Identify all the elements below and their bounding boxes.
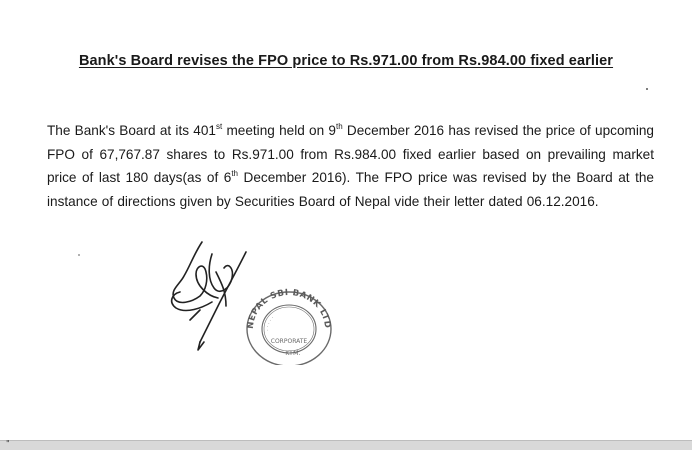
paragraph-part-1: The Bank's Board at its 401 bbox=[47, 123, 216, 138]
superscript-th-1: th bbox=[335, 122, 343, 131]
scan-speck bbox=[78, 254, 80, 256]
superscript-st: st bbox=[215, 122, 223, 131]
scan-speck bbox=[646, 88, 648, 90]
scan-mark: " bbox=[6, 439, 10, 448]
seal-bottom-text: KTM. bbox=[285, 349, 301, 357]
paragraph-part-4: December 2016). The FPO price was revised by the Board at the instance of directions given by Securities Board of Nepal vide their letter dated 06.12.2016. bbox=[47, 170, 654, 209]
svg-text:NEPAL SBI BANK LTD. bbox=[243, 287, 333, 332]
document-title bbox=[0, 53, 692, 69]
seal-inner-text: CORPORATE bbox=[270, 338, 308, 345]
seal-inner-arc-text: · · · · · bbox=[264, 315, 276, 332]
paragraph-part-3: December 2016 has revised the price of upcoming FPO of 67,767.87 shares to Rs.971.00 from Rs.984.00 fixed earlier based on prevailing market price of last 180 days(as of 6 bbox=[47, 123, 654, 185]
title-text: Bank's Board revises the FPO price to Rs.971.00 from Rs.984.00 fixed earlier bbox=[78, 53, 614, 69]
svg-text:· · · · · bbox=[265, 315, 276, 331]
seal-outer-text: NEPAL SBI BANK LTD bbox=[245, 287, 333, 330]
body-paragraph bbox=[47, 119, 654, 213]
superscript-th-2: th bbox=[231, 169, 238, 178]
company-seal bbox=[243, 287, 335, 365]
paragraph-part-2: meeting held on 9 bbox=[222, 123, 336, 138]
